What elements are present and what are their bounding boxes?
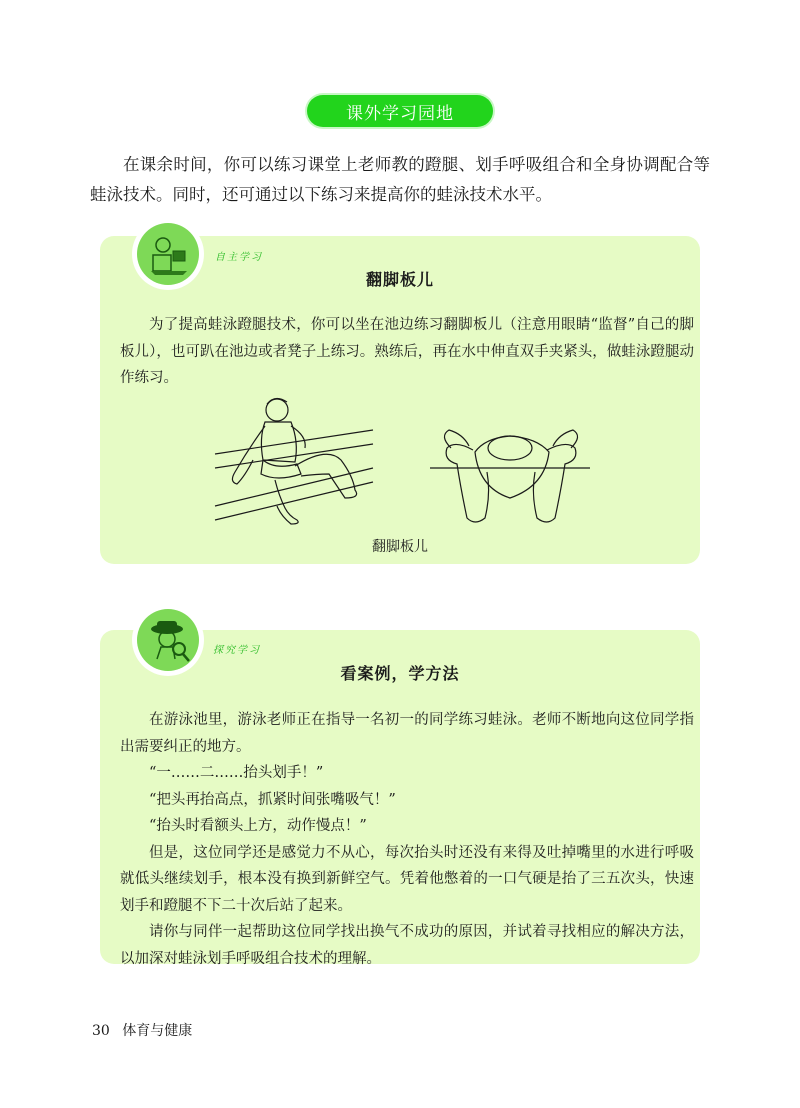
self-study-paragraph: 为了提高蛙泳蹬腿技术，你可以坐在池边练习翻脚板儿（注意用眼睛“监督”自己的脚板儿），也可趴在池边或者凳子上练习。熟练后，再在水中伸直双手夹紧头，做蛙泳蹬腿动作练习。 [120,317,694,386]
page-footer [92,1020,192,1040]
case-quote: “把头再抬高点，抓紧时间张嘴吸气！” [149,791,396,808]
intro-paragraph [90,150,710,210]
case-paragraph: 但是，这位同学还是感觉力不从心，每次抬头时还没有来得及吐掉嘴里的水进行呼吸就低头继续划手，根本没有换到新鲜空气。凭着他憋着的一口气硬是抬了三五次头，快速划手和蹬腿不下二十次后站了起来。 [120,844,694,914]
leg-flip-illustration [205,390,605,530]
book-title: 体育与健康 [122,1023,193,1039]
inquiry-study-tag: 探究学习 [213,645,261,656]
illustration-caption: 翻脚板儿 [372,539,428,555]
intro-text: 在课余时间，你可以练习课堂上老师教的蹬腿、划手呼吸组合和全身协调配合等蛙泳技术。同时，还可通过以下练习来提高你的蛙泳技术水平。 [90,155,710,204]
self-study-tag: 自主学习 [215,252,263,263]
page-number: 30 [92,1023,110,1039]
self-study-body [120,312,694,392]
inquiry-study-body [120,707,694,972]
case-quote: “抬头时看额头上方，动作慢点！” [149,818,367,834]
self-study-title: 翻脚板儿 [365,270,434,289]
detective-icon [143,615,193,665]
case-quote: “一……二……抬头划手！” [149,765,324,781]
case-task: 请你与同伴一起帮助这位同学找出换气不成功的原因，并试着寻找相应的解决方法，以加深对蛙泳划手呼吸组合技术的理解。 [120,924,694,967]
section-header-title: 课外学习园地 [346,103,454,124]
section-header-pill [307,95,493,127]
inquiry-study-title: 看案例，学方法 [340,664,460,683]
case-paragraph: 在游泳池里，游泳老师正在指导一名初一的同学练习蛙泳。老师不断地向这位同学指出需要纠正的地方。 [120,712,694,755]
